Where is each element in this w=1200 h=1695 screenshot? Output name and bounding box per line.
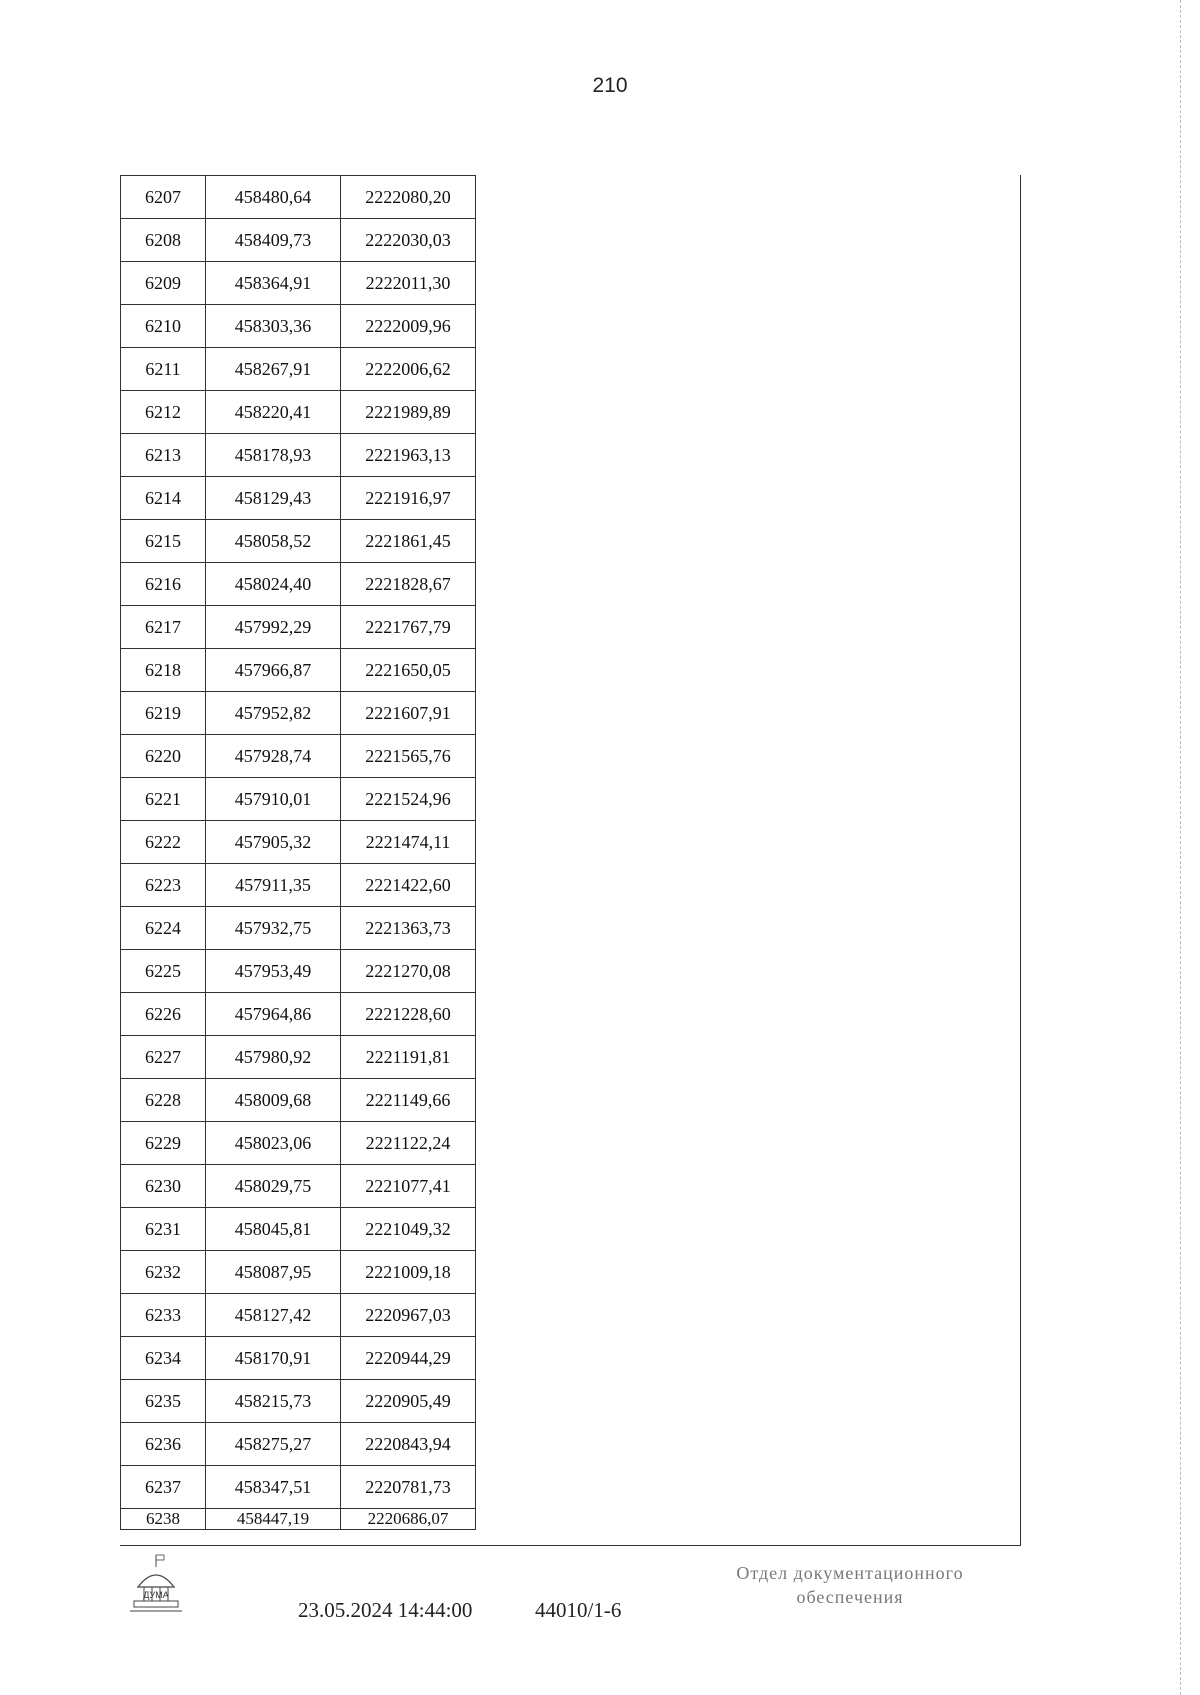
y-coordinate-cell: 2221474,11	[341, 821, 476, 864]
y-coordinate-cell: 2221422,60	[341, 864, 476, 907]
x-coordinate-cell: 458267,91	[206, 348, 341, 391]
y-coordinate-cell: 2221916,97	[341, 477, 476, 520]
y-coordinate-cell: 2222006,62	[341, 348, 476, 391]
y-coordinate-cell: 2221650,05	[341, 649, 476, 692]
x-coordinate-cell: 458023,06	[206, 1122, 341, 1165]
point-number-cell: 6226	[121, 993, 206, 1036]
x-coordinate-cell: 457911,35	[206, 864, 341, 907]
table-row	[121, 262, 476, 305]
y-coordinate-cell: 2221191,81	[341, 1036, 476, 1079]
y-coordinate-cell: 2220686,07	[341, 1509, 476, 1530]
table-row	[121, 907, 476, 950]
point-number-cell: 6231	[121, 1208, 206, 1251]
y-coordinate-cell: 2221963,13	[341, 434, 476, 477]
table-row	[121, 778, 476, 821]
y-coordinate-cell: 2220944,29	[341, 1337, 476, 1380]
y-coordinate-cell: 2220781,73	[341, 1466, 476, 1509]
y-coordinate-cell: 2220843,94	[341, 1423, 476, 1466]
point-number-cell: 6223	[121, 864, 206, 907]
footer-date: 23.05.2024 14:44:00	[298, 1598, 473, 1622]
point-number-cell: 6228	[121, 1079, 206, 1122]
table-row	[121, 606, 476, 649]
point-number-cell: 6230	[121, 1165, 206, 1208]
point-number-cell: 6217	[121, 606, 206, 649]
x-coordinate-cell: 457932,75	[206, 907, 341, 950]
table-row	[121, 563, 476, 606]
point-number-cell: 6216	[121, 563, 206, 606]
point-number-cell: 6214	[121, 477, 206, 520]
y-coordinate-cell: 2221270,08	[341, 950, 476, 993]
x-coordinate-cell: 458220,41	[206, 391, 341, 434]
point-number-cell: 6234	[121, 1337, 206, 1380]
duma-logo-text: ДУМА	[143, 1590, 169, 1600]
table-row	[121, 1337, 476, 1380]
point-number-cell: 6215	[121, 520, 206, 563]
table-row	[121, 348, 476, 391]
x-coordinate-cell: 458009,68	[206, 1079, 341, 1122]
coordinates-table	[120, 175, 476, 1530]
table-row	[121, 1165, 476, 1208]
point-number-cell: 6207	[121, 176, 206, 219]
y-coordinate-cell: 2221565,76	[341, 735, 476, 778]
point-number-cell: 6227	[121, 1036, 206, 1079]
table-row	[121, 391, 476, 434]
x-coordinate-cell: 458024,40	[206, 563, 341, 606]
table-row	[121, 950, 476, 993]
table-row	[121, 1380, 476, 1423]
x-coordinate-cell: 458045,81	[206, 1208, 341, 1251]
point-number-cell: 6232	[121, 1251, 206, 1294]
y-coordinate-cell: 2222009,96	[341, 305, 476, 348]
table-row	[121, 434, 476, 477]
coordinates-table-body	[121, 176, 476, 1530]
page-number: 210	[592, 74, 628, 97]
point-number-cell: 6208	[121, 219, 206, 262]
department-stamp-line1: Отдел документационного	[736, 1563, 964, 1583]
x-coordinate-cell: 458409,73	[206, 219, 341, 262]
point-number-cell: 6236	[121, 1423, 206, 1466]
x-coordinate-cell: 457953,49	[206, 950, 341, 993]
point-number-cell: 6224	[121, 907, 206, 950]
x-coordinate-cell: 458178,93	[206, 434, 341, 477]
point-number-cell: 6235	[121, 1380, 206, 1423]
x-coordinate-cell: 458127,42	[206, 1294, 341, 1337]
x-coordinate-cell: 458170,91	[206, 1337, 341, 1380]
table-row	[121, 1509, 476, 1530]
x-coordinate-cell: 457952,82	[206, 692, 341, 735]
table-row	[121, 864, 476, 907]
x-coordinate-cell: 457928,74	[206, 735, 341, 778]
y-coordinate-cell: 2221077,41	[341, 1165, 476, 1208]
table-row	[121, 1122, 476, 1165]
table-row	[121, 520, 476, 563]
table-row	[121, 176, 476, 219]
y-coordinate-cell: 2220905,49	[341, 1380, 476, 1423]
table-row	[121, 305, 476, 348]
point-number-cell: 6222	[121, 821, 206, 864]
y-coordinate-cell: 2221767,79	[341, 606, 476, 649]
x-coordinate-cell: 458275,27	[206, 1423, 341, 1466]
x-coordinate-cell: 458058,52	[206, 520, 341, 563]
point-number-cell: 6213	[121, 434, 206, 477]
table-row	[121, 692, 476, 735]
y-coordinate-cell: 2221989,89	[341, 391, 476, 434]
x-coordinate-cell: 458129,43	[206, 477, 341, 520]
x-coordinate-cell: 458447,19	[206, 1509, 341, 1530]
x-coordinate-cell: 458303,36	[206, 305, 341, 348]
x-coordinate-cell: 458087,95	[206, 1251, 341, 1294]
y-coordinate-cell: 2221049,32	[341, 1208, 476, 1251]
x-coordinate-cell: 458029,75	[206, 1165, 341, 1208]
table-row	[121, 1251, 476, 1294]
point-number-cell: 6233	[121, 1294, 206, 1337]
y-coordinate-cell: 2221228,60	[341, 993, 476, 1036]
y-coordinate-cell: 2221122,24	[341, 1122, 476, 1165]
point-number-cell: 6221	[121, 778, 206, 821]
y-coordinate-cell: 2221607,91	[341, 692, 476, 735]
x-coordinate-cell: 458347,51	[206, 1466, 341, 1509]
table-row	[121, 993, 476, 1036]
department-stamp	[700, 1561, 1000, 1609]
table-row	[121, 1294, 476, 1337]
point-number-cell: 6212	[121, 391, 206, 434]
scan-margin-strip	[1180, 0, 1193, 1695]
table-row	[121, 821, 476, 864]
x-coordinate-cell: 458480,64	[206, 176, 341, 219]
point-number-cell: 6238	[121, 1509, 206, 1530]
point-number-cell: 6218	[121, 649, 206, 692]
point-number-cell: 6220	[121, 735, 206, 778]
y-coordinate-cell: 2222011,30	[341, 262, 476, 305]
footer-document-number: 44010/1-6	[535, 1598, 622, 1622]
y-coordinate-cell: 2222030,03	[341, 219, 476, 262]
x-coordinate-cell: 457905,32	[206, 821, 341, 864]
y-coordinate-cell: 2221009,18	[341, 1251, 476, 1294]
x-coordinate-cell: 457966,87	[206, 649, 341, 692]
y-coordinate-cell: 2222080,20	[341, 176, 476, 219]
point-number-cell: 6210	[121, 305, 206, 348]
table-row	[121, 219, 476, 262]
point-number-cell: 6237	[121, 1466, 206, 1509]
point-number-cell: 6229	[121, 1122, 206, 1165]
table-row	[121, 649, 476, 692]
table-row	[121, 735, 476, 778]
y-coordinate-cell: 2221363,73	[341, 907, 476, 950]
x-coordinate-cell: 457964,86	[206, 993, 341, 1036]
department-stamp-line2: обеспечения	[796, 1587, 904, 1607]
y-coordinate-cell: 2220967,03	[341, 1294, 476, 1337]
y-coordinate-cell: 2221524,96	[341, 778, 476, 821]
point-number-cell: 6209	[121, 262, 206, 305]
table-row	[121, 1466, 476, 1509]
x-coordinate-cell: 458364,91	[206, 262, 341, 305]
point-number-cell: 6211	[121, 348, 206, 391]
y-coordinate-cell: 2221149,66	[341, 1079, 476, 1122]
duma-logo-icon	[126, 1553, 186, 1615]
table-row	[121, 477, 476, 520]
table-row	[121, 1036, 476, 1079]
table-row	[121, 1079, 476, 1122]
point-number-cell: 6225	[121, 950, 206, 993]
x-coordinate-cell: 457910,01	[206, 778, 341, 821]
x-coordinate-cell: 458215,73	[206, 1380, 341, 1423]
table-row	[121, 1208, 476, 1251]
y-coordinate-cell: 2221828,67	[341, 563, 476, 606]
point-number-cell: 6219	[121, 692, 206, 735]
y-coordinate-cell: 2221861,45	[341, 520, 476, 563]
x-coordinate-cell: 457980,92	[206, 1036, 341, 1079]
x-coordinate-cell: 457992,29	[206, 606, 341, 649]
table-row	[121, 1423, 476, 1466]
